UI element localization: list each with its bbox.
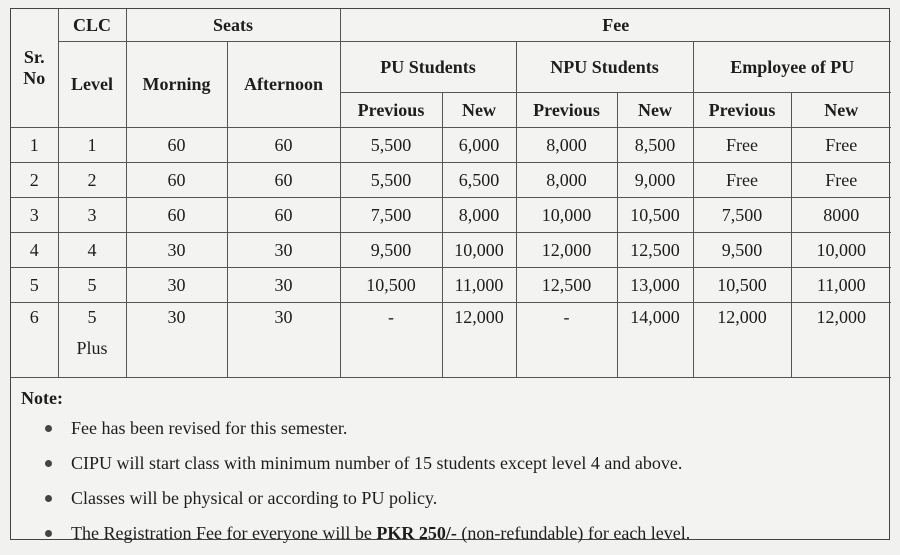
cell-afternoon-seats-value: 30: [274, 307, 293, 327]
cell-npu-previous: [516, 128, 617, 163]
cell-morning-seats-value: 60: [167, 169, 186, 190]
cell-employee-previous-value: 7,500: [721, 204, 763, 225]
cell-npu-previous-value: -: [563, 307, 570, 327]
header-level: Level: [58, 42, 126, 128]
cell-pu-previous-value: 9,500: [370, 239, 412, 260]
header-npu-new: New: [617, 93, 693, 128]
cell-morning-seats-value: 30: [167, 239, 186, 260]
cell-employee-previous: [693, 163, 791, 198]
cell-sr-no: [11, 233, 58, 268]
cell-employee-previous-value: Free: [726, 134, 758, 155]
cell-afternoon-seats: [227, 268, 340, 303]
cell-employee-new-value: 8000: [823, 204, 860, 225]
cell-npu-previous: [516, 198, 617, 233]
cell-npu-previous: [516, 233, 617, 268]
notes-section: [11, 378, 889, 555]
cell-npu-new-value: 9,000: [634, 169, 676, 190]
cell-level-suffix: Plus: [76, 338, 108, 358]
cell-pu-previous: [340, 268, 442, 303]
cell-pu-new: [442, 198, 516, 233]
header-npu-previous: Previous: [516, 93, 617, 128]
cell-npu-previous: [516, 303, 617, 378]
cell-sr-no: [11, 163, 58, 198]
cell-npu-previous: [516, 163, 617, 198]
cell-employee-previous: [693, 198, 791, 233]
cell-npu-previous-value: 12,500: [541, 274, 592, 295]
cell-afternoon-seats: [227, 233, 340, 268]
cell-afternoon-seats-value: 30: [274, 274, 293, 295]
header-afternoon: Afternoon: [227, 42, 340, 128]
cell-morning-seats: [126, 128, 227, 163]
cell-afternoon-seats-value: 30: [274, 239, 293, 260]
cell-npu-new-value: 8,500: [634, 134, 676, 155]
cell-employee-previous-value: 10,500: [717, 274, 767, 295]
cell-sr-no: [11, 303, 58, 378]
cell-employee-new: [791, 268, 891, 303]
cell-npu-new: [617, 128, 693, 163]
cell-pu-new-value: 11,000: [454, 274, 504, 295]
cell-morning-seats: [126, 163, 227, 198]
cell-morning-seats-value: 60: [167, 134, 186, 155]
cell-npu-new-value: 10,500: [630, 204, 680, 225]
cell-pu-new-value: 6,000: [458, 134, 500, 155]
header-sr-no: Sr. No: [11, 9, 58, 128]
cell-pu-previous-value: -: [388, 307, 394, 327]
cell-employee-new: [791, 303, 891, 378]
cell-level-value: 5: [87, 274, 97, 295]
note-item: [71, 520, 889, 555]
cell-afternoon-seats: [227, 198, 340, 233]
cell-employee-new-value: 10,000: [816, 239, 866, 260]
cell-morning-seats-value: 30: [167, 307, 186, 327]
cell-level: [58, 303, 126, 378]
header-npu-students: NPU Students: [516, 42, 693, 93]
cell-sr-no-value: 1: [29, 134, 39, 155]
cell-employee-new-value: Free: [825, 169, 858, 190]
cell-pu-previous-value: 5,500: [370, 169, 412, 190]
cell-employee-previous-value: 12,000: [717, 307, 767, 327]
cell-level-value: 4: [87, 239, 97, 260]
cell-sr-no-value: 6: [29, 307, 39, 327]
cell-employee-new: [791, 198, 891, 233]
cell-level: [58, 268, 126, 303]
cell-npu-previous-value: 12,000: [541, 239, 592, 260]
cell-pu-new: [442, 268, 516, 303]
cell-pu-previous: [340, 303, 442, 378]
cell-pu-new-value: 10,000: [454, 239, 504, 260]
cell-pu-new-value: 12,000: [454, 307, 504, 327]
cell-pu-new: [442, 128, 516, 163]
cell-npu-previous-value: 8,000: [546, 169, 587, 190]
cell-pu-new-value: 8,000: [458, 204, 500, 225]
cell-employee-previous-value: Free: [726, 169, 758, 190]
cell-employee-new: [791, 128, 891, 163]
cell-employee-new-value: Free: [825, 134, 858, 155]
notes-list: [21, 415, 889, 555]
cell-pu-previous: [340, 128, 442, 163]
cell-npu-new: [617, 303, 693, 378]
cell-afternoon-seats-value: 60: [274, 134, 293, 155]
cell-afternoon-seats: [227, 163, 340, 198]
header-seats: Seats: [126, 9, 340, 42]
note-text-post: (non-refundable) for each level.: [456, 523, 691, 543]
cell-npu-new: [617, 233, 693, 268]
header-clc: CLC: [58, 9, 126, 42]
cell-morning-seats-value: 60: [167, 204, 186, 225]
cell-afternoon-seats: [227, 303, 340, 378]
cell-pu-new: [442, 233, 516, 268]
cell-sr-no-value: 4: [29, 239, 39, 260]
cell-npu-new: [617, 198, 693, 233]
header-emp-previous: Previous: [693, 93, 791, 128]
table-row: [11, 303, 891, 378]
cell-sr-no-value: 3: [29, 204, 39, 225]
cell-employee-previous: [693, 128, 791, 163]
cell-pu-new: [442, 163, 516, 198]
cell-npu-new: [617, 163, 693, 198]
cell-pu-new-value: 6,500: [458, 169, 500, 190]
cell-employee-new: [791, 163, 891, 198]
header-morning: Morning: [126, 42, 227, 128]
note-text: Classes will be physical or according to PU policy.: [71, 488, 438, 508]
cell-employee-previous: [693, 303, 791, 378]
cell-morning-seats: [126, 303, 227, 378]
header-pu-new: New: [442, 93, 516, 128]
cell-npu-previous: [516, 268, 617, 303]
cell-sr-no-value: 2: [29, 169, 39, 190]
cell-npu-new-value: 14,000: [630, 307, 680, 327]
registration-fee-amount: PKR 250/-: [376, 523, 457, 543]
note-item: [71, 415, 889, 450]
table-row: [11, 128, 891, 163]
cell-employee-previous-value: 9,500: [721, 239, 763, 260]
cell-level: [58, 233, 126, 268]
cell-sr-no: [11, 128, 58, 163]
cell-npu-previous-value: 10,000: [541, 204, 592, 225]
cell-level-value: 3: [87, 204, 97, 225]
header-fee: Fee: [340, 9, 891, 42]
cell-level: [58, 198, 126, 233]
cell-level: [58, 128, 126, 163]
note-item: [71, 450, 889, 485]
cell-employee-previous: [693, 233, 791, 268]
cell-employee-new-value: 12,000: [816, 307, 866, 327]
cell-employee-previous: [693, 268, 791, 303]
header-pu-students: PU Students: [340, 42, 516, 93]
cell-pu-previous: [340, 233, 442, 268]
cell-pu-new: [442, 303, 516, 378]
header-pu-previous: Previous: [340, 93, 442, 128]
table-row: [11, 268, 891, 303]
cell-npu-previous-value: 8,000: [546, 134, 587, 155]
note-text-pre: The Registration Fee for everyone will be: [71, 523, 377, 543]
cell-pu-previous-value: 5,500: [370, 134, 412, 155]
cell-sr-no: [11, 198, 58, 233]
cell-pu-previous: [340, 198, 442, 233]
cell-npu-new-value: 12,500: [630, 239, 680, 260]
table-row: [11, 233, 891, 268]
cell-level-value: 1: [87, 134, 97, 155]
cell-morning-seats: [126, 233, 227, 268]
cell-morning-seats-value: 30: [167, 274, 186, 295]
cell-level: [58, 163, 126, 198]
cell-afternoon-seats-value: 60: [274, 169, 293, 190]
table-row: [11, 163, 891, 198]
cell-employee-new: [791, 233, 891, 268]
cell-pu-previous-value: 10,500: [366, 274, 416, 295]
table-body: [11, 128, 891, 378]
cell-npu-new-value: 13,000: [630, 274, 680, 295]
cell-sr-no: [11, 268, 58, 303]
note-text: CIPU will start class with minimum number of 15 students except level 4 and above.: [71, 453, 683, 473]
fee-schedule-document: [10, 8, 890, 543]
header-emp-new: New: [791, 93, 891, 128]
cell-npu-new: [617, 268, 693, 303]
note-text: Fee has been revised for this semester.: [71, 418, 348, 438]
cell-pu-previous-value: 7,500: [370, 204, 412, 225]
cell-level-value: 5: [87, 307, 97, 327]
notes-title: Note:: [21, 388, 63, 408]
fee-table: [11, 9, 891, 378]
header-employee-of-pu: Employee of PU: [693, 42, 891, 93]
cell-employee-new-value: 11,000: [816, 274, 866, 295]
cell-afternoon-seats: [227, 128, 340, 163]
cell-morning-seats: [126, 198, 227, 233]
cell-morning-seats: [126, 268, 227, 303]
cell-pu-previous: [340, 163, 442, 198]
cell-level-value: 2: [87, 169, 97, 190]
note-item: [71, 485, 889, 520]
table-row: [11, 198, 891, 233]
cell-afternoon-seats-value: 60: [274, 204, 293, 225]
cell-sr-no-value: 5: [29, 274, 39, 295]
